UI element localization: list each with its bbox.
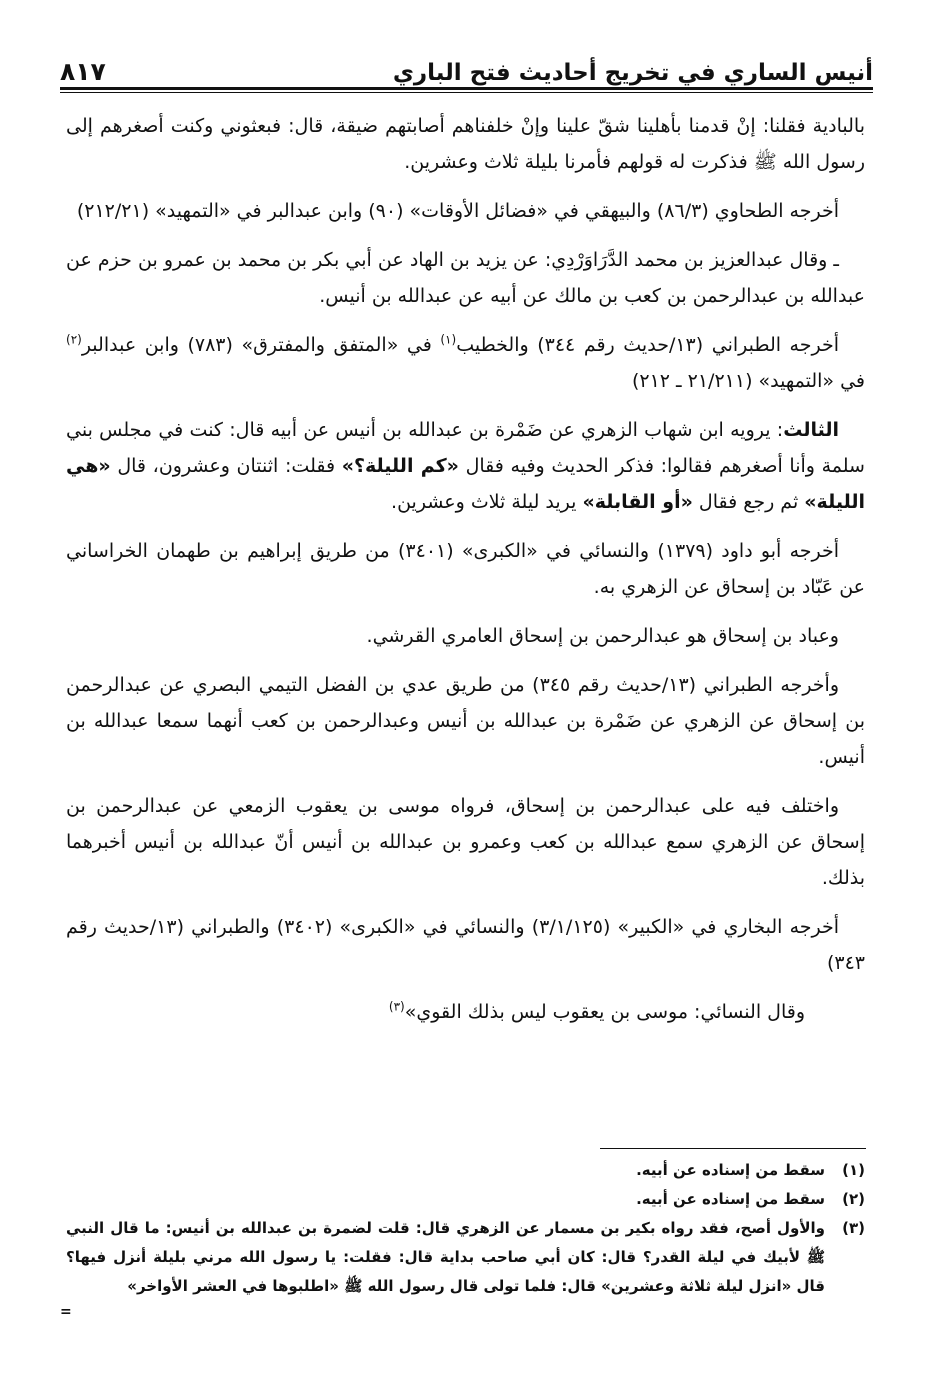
paragraph: أخرجه البخاري في «الكبير» (٣/١/١٢٥) والنسائي في «الكبرى» (٣٤٠٢) والطبراني (١٣/حديث رقم ٣٤٣) — [66, 916, 865, 974]
paragraph: وأخرجه الطبراني (١٣/حديث رقم ٣٤٥) من طريق عدي بن الفضل التيمي البصري عن عبدالرحمن بن إسحاق عن الزهري عن ضَمْرة بن عبدالله بن أنيس وعبدالرحمن بن كعب أنهما سمعا عبدالله بن أنيس. — [66, 674, 865, 768]
book-title: أنيس الساري في تخريج أحاديث فتح الباري — [392, 60, 873, 86]
paragraph: أخرجه الطبراني (١٣/حديث رقم ٣٤٤) والخطيب$^{(١)}$ في «المتفق والمفترق» (٧٨٣) وابن عبدالبر$^{(٢)}$ في «التمهيد» (٢١/٢١١ ـ ٢١٢) — [66, 332, 865, 392]
paragraph: أخرجه أبو داود (١٣٧٩) والنسائي في «الكبرى» (٣٤٠١) من طريق إبراهيم بن طهمان الخراساني عن عَبّاد بن إسحاق عن الزهري به. — [66, 540, 865, 598]
footnote-number: (٢) — [842, 1190, 865, 1208]
footnote-ref-1[interactable]: (١) — [440, 332, 457, 347]
footnote-text: سقط من إسناده عن أبيه. — [636, 1190, 825, 1208]
footnotes — [66, 1156, 865, 1301]
paragraph: أخرجه الطحاوي (٨٦/٣) والبيهقي في «فضائل الأوقات» (٩٠) وابن عبدالبر في «التمهيد» (٢١٢/٢١) — [76, 200, 839, 222]
page-number: ٨١٧ — [60, 57, 106, 86]
paragraph: الثالث: يرويه ابن شهاب الزهري عن ضَمْرة بن عبدالله بن أنيس عن أبيه قال: كنت في مجلس بني سلمة وأنا أصغرهم فقالوا: فذكر الحديث وفيه فقال «كم الليلة؟» فقلت: اثنتان وعشرون، قال «هي الليلة» ثم رجع فقال «أو القابلة» يريد ليلة ثلاث وعشرين. — [66, 419, 865, 513]
footnote — [66, 1156, 865, 1185]
main-text — [66, 108, 865, 1043]
paragraph: واختلف فيه على عبدالرحمن بن إسحاق، فرواه موسى بن يعقوب الزمعي عن عبدالرحمن بن إسحاق عن الزهري سمع عبدالله بن كعب وعمرو بن عبدالله بن أنيس أنّ عبدالله بن أنيس أخبرهما بذلك. — [66, 795, 865, 889]
paragraph: بالبادية فقلنا: إنْ قدمنا بأهلينا شقّ علينا وإنْ خلفناهم أصابتهم ضيقة، قال: فبعثوني وكنت أصغرهم إلى رسول الله ﷺ فذكرت له قولهم فأمرنا بليلة ثلاث وعشرين. — [66, 115, 865, 173]
header-rule-thin — [60, 92, 873, 93]
header-rule-thick — [60, 87, 873, 90]
footnote-ref-2[interactable]: (٢) — [66, 332, 82, 347]
footnote-text: سقط من إسناده عن أبيه. — [636, 1161, 825, 1179]
footnote-number: (٣) — [842, 1219, 865, 1237]
paragraph: وعباد بن إسحاق هو عبدالرحمن بن إسحاق العامري القرشي. — [366, 625, 839, 647]
paragraph: وقال النسائي: موسى بن يعقوب ليس بذلك القوي»$^{(٣)}$ — [388, 999, 805, 1023]
running-header — [60, 46, 873, 86]
section-label: الثالث — [783, 419, 839, 441]
paragraph: ـ وقال عبدالعزيز بن محمد الدَّرَاوَرْدِي: عن يزيد بن الهاد عن أبي بكر بن محمد بن عمرو بن حزم عن عبدالله بن عبدالرحمن بن كعب بن مالك عن أبيه عن عبدالله بن أنيس. — [66, 249, 865, 307]
footnote-number: (١) — [842, 1161, 865, 1179]
footnote-ref-3[interactable]: (٣) — [388, 999, 405, 1014]
footnote — [66, 1185, 865, 1214]
footnote — [66, 1214, 865, 1301]
continuation-mark: = — [60, 1304, 72, 1320]
footnote-text: والأول أصح، فقد رواه بكير بن مسمار عن الزهري قال: قلت لضمرة بن عبدالله بن أنيس: ما قال النبي ﷺ لأبيك في ليلة القدر؟ قال: كان أبي صاحب بداية قال: فقلت: يا رسول الله مرني بليلة أنزل فيها؟ قال «انزل ليلة ثلاثة وعشرين» قال: فلما تولى قال رسول الله ﷺ «اطلبوها في العشر الأواخر» — [66, 1219, 825, 1295]
footnote-separator — [600, 1148, 866, 1149]
